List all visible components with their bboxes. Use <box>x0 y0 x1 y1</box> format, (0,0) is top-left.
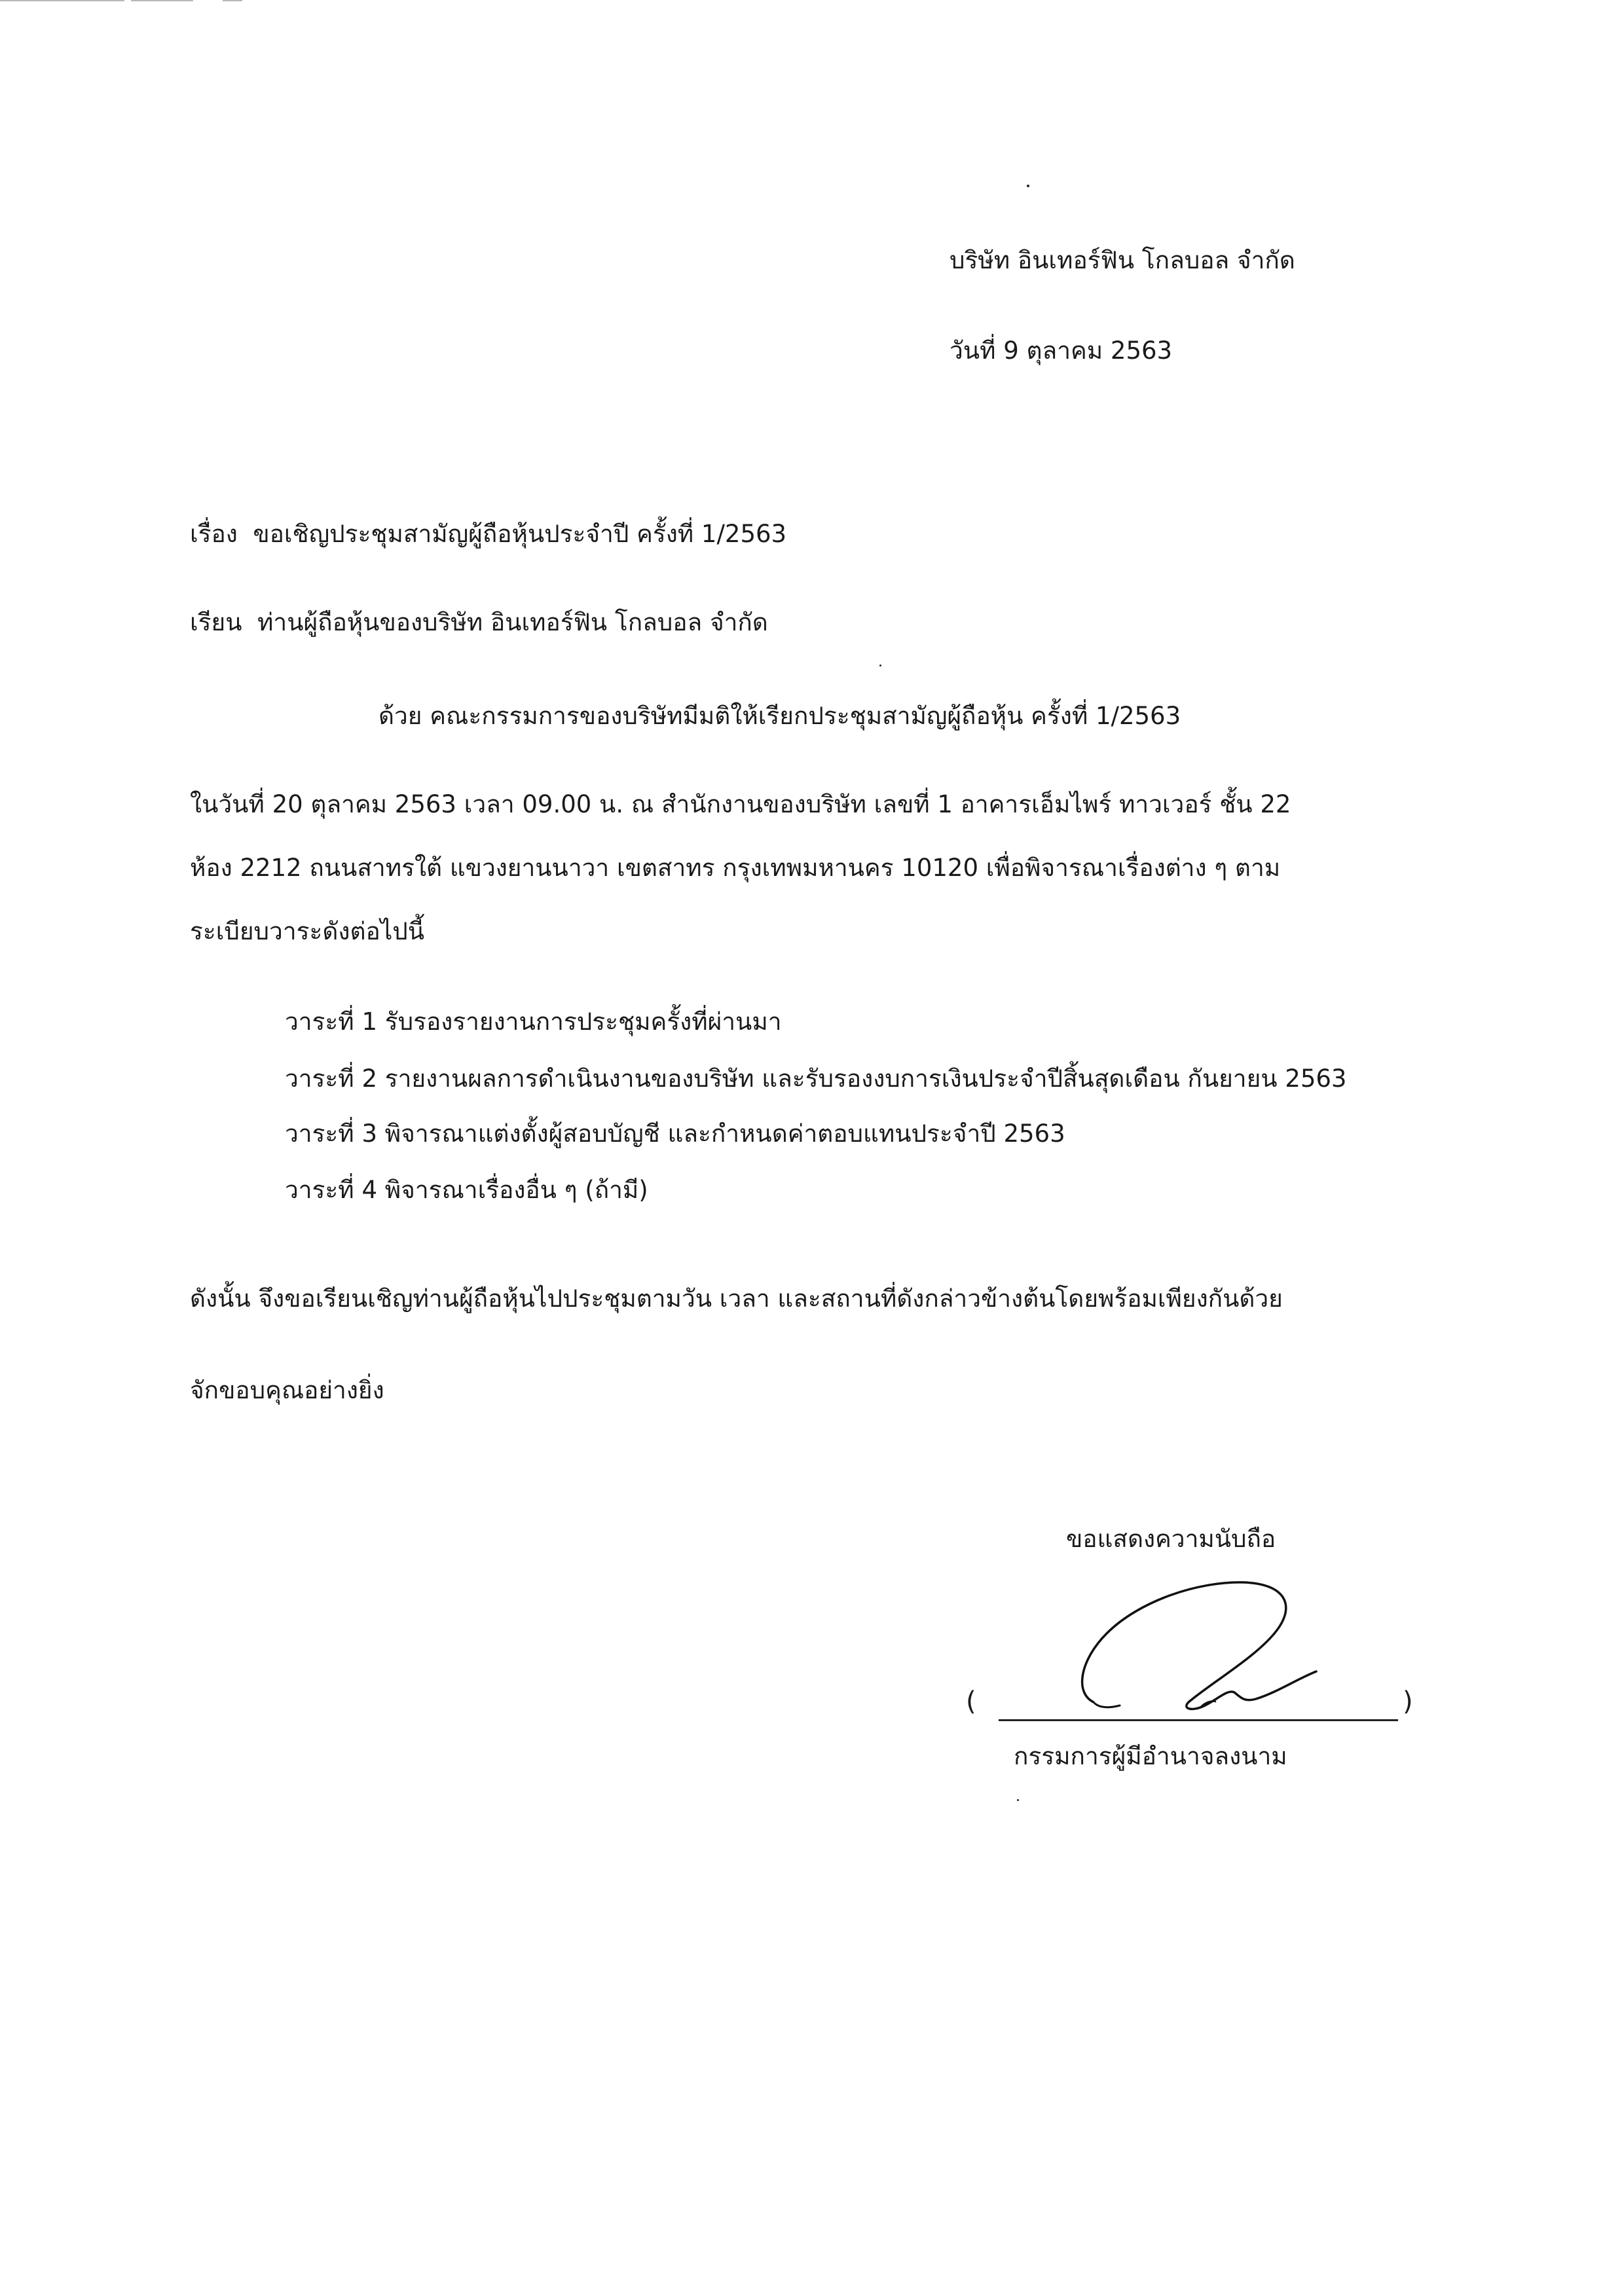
body-line-1: ด้วย คณะกรรมการของบริษัทมีมติให้เรียกประชุมสามัญผู้ถือหุ้น ครั้งที่ 1/2563 <box>378 702 1181 730</box>
agenda-item: วาระที่ 1 รับรองรายงานการประชุมครั้งที่ผ่านมา <box>285 1008 782 1036</box>
recipient-label: เรียน <box>190 608 242 636</box>
closing-line-1: ดังนั้น จึงขอเรียนเชิญท่านผู้ถือหุ้นไปประชุมตามวัน เวลา และสถานที่ดังกล่าวข้างต้นโดยพร้อมเพียงกันด้วย <box>190 1285 1283 1313</box>
scan-mark <box>131 0 193 1</box>
signatory-title: กรรมการผู้มีอำนาจลงนาม <box>1014 1742 1287 1770</box>
company-name: บริษัท อินเทอร์ฟิน โกลบอล จำกัด <box>950 246 1295 274</box>
signature-line <box>999 1719 1398 1721</box>
recipient-text: ท่านผู้ถือหุ้นของบริษัท อินเทอร์ฟิน โกลบอล จำกัด <box>257 608 768 636</box>
subject-text: ขอเชิญประชุมสามัญผู้ถือหุ้นประจำปี ครั้งที่ 1/2563 <box>253 520 787 548</box>
scan-dot <box>879 665 881 666</box>
body-line-4: ระเบียบวาระดังต่อไปนี้ <box>190 917 425 945</box>
letter-date: วันที่ 9 ตุลาคม 2563 <box>950 337 1173 365</box>
recipient-line <box>190 606 768 640</box>
closing-line-2: จักขอบคุณอย่างยิ่ง <box>190 1376 384 1404</box>
subject-line <box>190 517 786 551</box>
scan-dot <box>1027 185 1029 187</box>
subject-label: เรื่อง <box>190 520 238 548</box>
agenda-item: วาระที่ 3 พิจารณาแต่งตั้งผู้สอบบัญชี และกำหนดค่าตอบแทนประจำปี 2563 <box>285 1120 1065 1148</box>
scan-mark <box>0 0 124 1</box>
body-line-3: ห้อง 2212 ถนนสาทรใต้ แขวงยานนาวา เขตสาทร กรุงเทพมหานคร 10120 เพื่อพิจารณาเรื่องต่าง ๆ ตาม <box>190 854 1281 882</box>
scan-dot <box>1017 1799 1019 1801</box>
signature-open-paren: ( <box>966 1686 976 1717</box>
body-line-2: ในวันที่ 20 ตุลาคม 2563 เวลา 09.00 น. ณ สำนักงานของบริษัท เลขที่ 1 อาคารเอ็มไพร์ ทาวเวอร์ ชั้น 22 <box>190 790 1291 818</box>
agenda-item: วาระที่ 4 พิจารณาเรื่องอื่น ๆ (ถ้ามี) <box>285 1176 648 1204</box>
handwritten-signature <box>1048 1568 1349 1732</box>
agenda-item: วาระที่ 2 รายงานผลการดำเนินงานของบริษัท และรับรองงบการเงินประจำปีสิ้นสุดเดือน กันยายน 2563 <box>285 1065 1347 1093</box>
signature-close-paren: ) <box>1403 1686 1413 1717</box>
scan-mark <box>223 0 242 1</box>
salutation: ขอแสดงความนับถือ <box>1066 1525 1276 1553</box>
